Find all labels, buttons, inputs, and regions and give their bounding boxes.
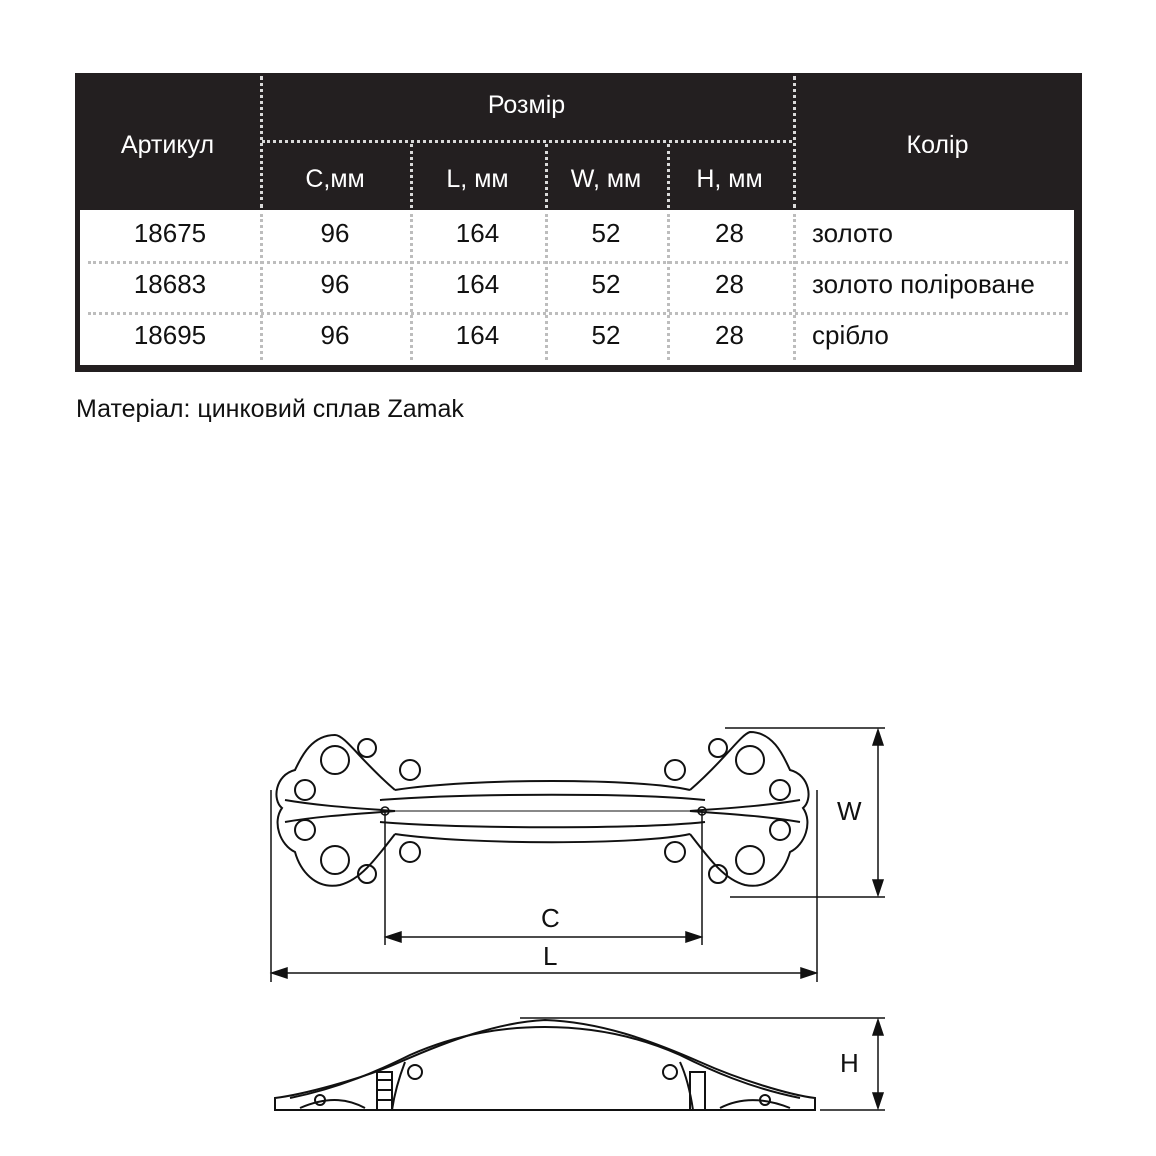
cell-article: 18675 — [133, 218, 207, 248]
header-article: Артикул — [120, 131, 215, 159]
cell-l: 164 — [455, 269, 500, 299]
cell-color: золото поліроване — [812, 269, 1035, 299]
cell-article: 18683 — [133, 269, 207, 299]
cell-c: 96 — [320, 269, 350, 299]
dim-label-l: L — [543, 941, 558, 971]
header-w: W, мм — [570, 165, 642, 193]
cell-c: 96 — [320, 320, 350, 350]
header-size-group: Розмір — [487, 91, 566, 119]
cell-w: 52 — [591, 218, 621, 248]
dimension-lines — [271, 728, 885, 1110]
header-c: C,мм — [305, 165, 365, 193]
cell-h: 28 — [715, 320, 744, 350]
cell-c: 96 — [320, 218, 350, 248]
header-h: H, мм — [696, 165, 763, 193]
dim-label-c: C — [541, 903, 560, 933]
dim-label-h: H — [840, 1048, 859, 1078]
cell-w: 52 — [591, 269, 621, 299]
cell-article: 18695 — [133, 320, 207, 350]
cell-h: 28 — [715, 218, 744, 248]
cell-l: 164 — [455, 218, 500, 248]
cell-w: 52 — [591, 320, 621, 350]
cell-color: золото — [812, 218, 893, 248]
handle-top-view — [276, 732, 808, 886]
header-color: Колір — [906, 131, 969, 159]
header-l: L, мм — [446, 165, 509, 193]
dim-label-w: W — [837, 796, 862, 826]
cell-h: 28 — [715, 269, 744, 299]
cell-l: 164 — [455, 320, 500, 350]
material-note: Матеріал: цинковий сплав Zamak — [76, 395, 464, 423]
cell-color: срібло — [812, 320, 889, 350]
handle-side-view — [275, 1020, 815, 1110]
